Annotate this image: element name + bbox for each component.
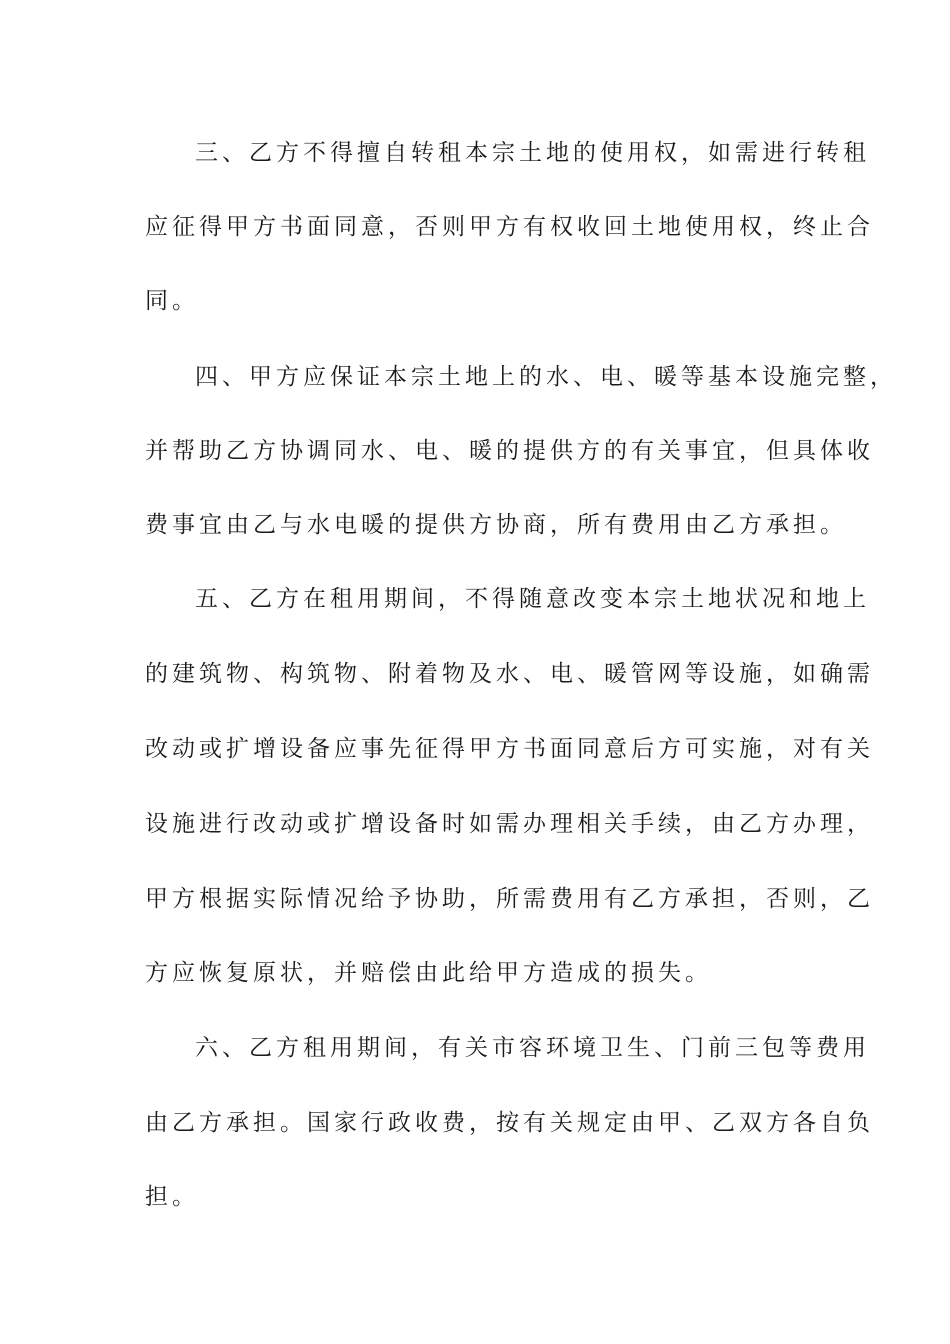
text-line: 改动或扩增设备应事先征得甲方书面同意后方可实施，对有关 — [145, 736, 874, 762]
text-line: 由乙方承担。国家行政收费，按有关规定由甲、乙双方各自负 — [145, 1110, 874, 1136]
text-line: 的建筑物、构筑物、附着物及水、电、暖管网等设施，如确需 — [145, 661, 874, 687]
text-line: 担。 — [145, 1184, 199, 1210]
text-line: 三、乙方不得擅自转租本宗土地的使用权，如需进行转租 — [195, 140, 870, 166]
text-line: 费事宜由乙与水电暖的提供方协商，所有费用由乙方承担。 — [145, 512, 847, 538]
text-line: 六、乙方租用期间，有关市容环境卫生、门前三包等费用 — [195, 1035, 870, 1061]
text-line: 应征得甲方书面同意，否则甲方有权收回土地使用权，终止合 — [145, 214, 874, 240]
text-line: 设施进行改动或扩增设备时如需办理相关手续，由乙方办理， — [145, 811, 874, 837]
text-line: 甲方根据实际情况给予协助，所需费用有乙方承担，否则，乙 — [145, 886, 874, 912]
text-line: 同。 — [145, 288, 199, 314]
text-line: 五、乙方在租用期间，不得随意改变本宗土地状况和地上 — [195, 586, 870, 612]
text-line: 方应恢复原状，并赔偿由此给甲方造成的损失。 — [145, 960, 712, 986]
text-line: 并帮助乙方协调同水、电、暖的提供方的有关事宜，但具体收 — [145, 438, 874, 464]
text-line: 四、甲方应保证本宗土地上的水、电、暖等基本设施完整， — [195, 364, 897, 390]
